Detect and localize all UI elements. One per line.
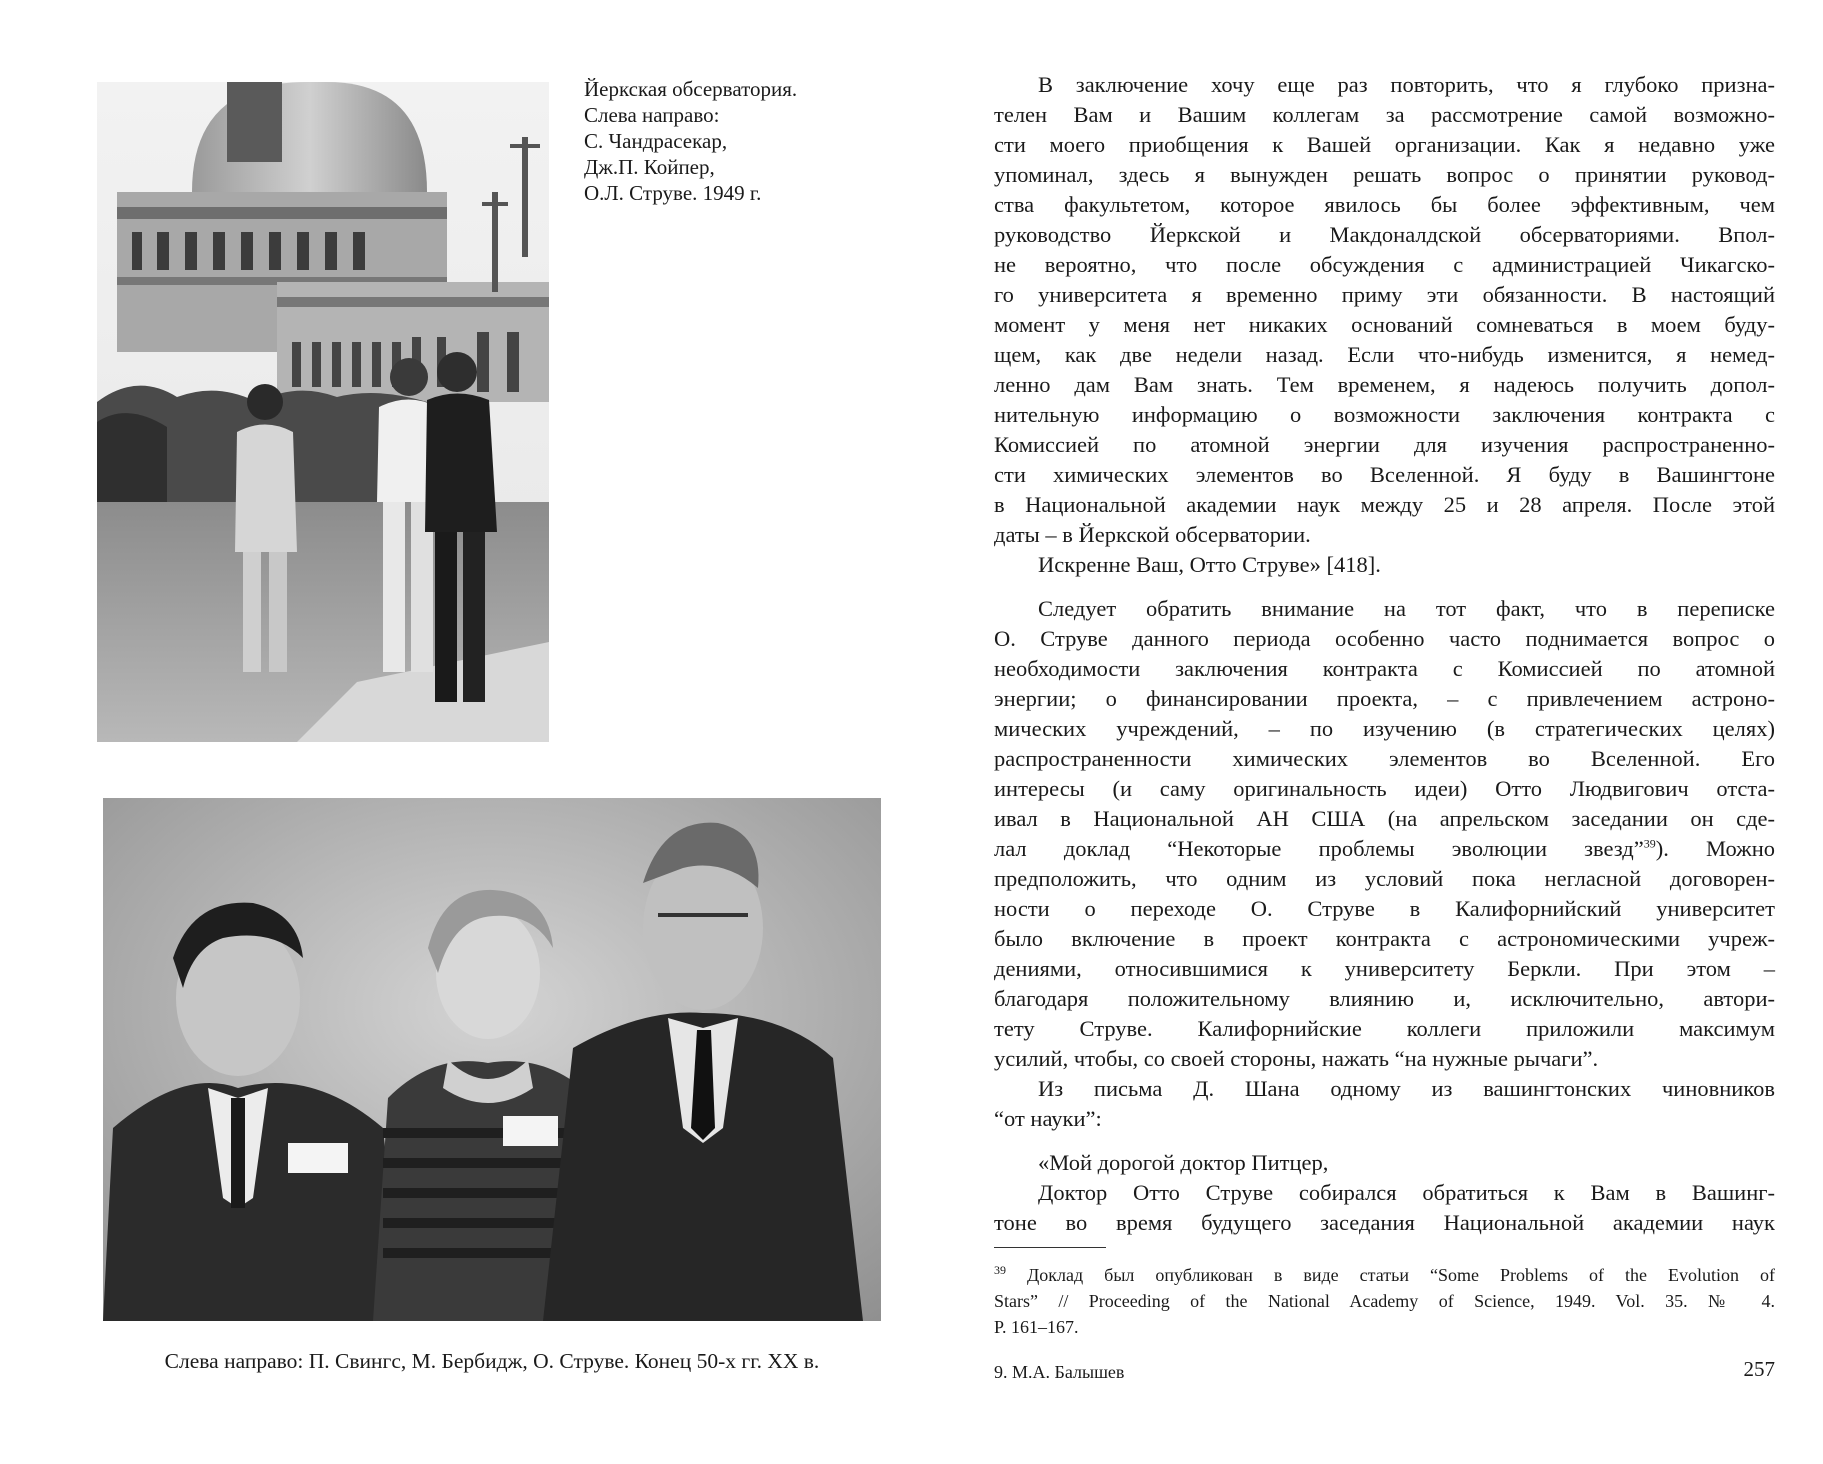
- photo-top-caption: [584, 76, 884, 206]
- left-page: [0, 0, 911, 1464]
- footnote-line: Stars” // Proceeding of the National Academy of Science, 1949. Vol. 35. № 4.: [994, 1291, 1775, 1311]
- photo-group-portrait: [103, 798, 881, 1321]
- photo-bottom-caption: Слева направо: П. Свингс, М. Бербидж, О. Струве. Конец 50-х гг. XX в.: [164, 1349, 820, 1373]
- text-line: даты – в Йеркской обсерватории.: [994, 522, 1311, 547]
- text-line: благодаря положительному влиянию и, исключительно, автори-: [994, 986, 1775, 1011]
- letter-salutation: «Мой дорогой доктор Питцер,: [1038, 1150, 1329, 1175]
- footnote: [994, 1262, 1775, 1340]
- footnote-number: 39: [994, 1263, 1006, 1277]
- text-fragment: Доклад был опубликован в виде статьи “Some Problems of the Evolution of: [1006, 1265, 1775, 1285]
- text-line: ленно дам Вам знать. Тем временем, я надеюсь получить допол-: [994, 372, 1775, 397]
- paragraph-letter: [994, 70, 1775, 550]
- text-line: мических учреждений, – по изучению (в стратегических целях): [994, 716, 1775, 741]
- footnote-line: P. 161–167.: [994, 1317, 1079, 1337]
- photo-yerkes-observatory: [97, 82, 549, 742]
- text-line: предположить, что одним из условий пока негласной договорен-: [994, 866, 1775, 891]
- letter-signature: Искренне Ваш, Отто Струве» [418].: [1038, 552, 1381, 577]
- text-line: дениями, относившимися к университету Беркли. При этом –: [994, 956, 1775, 981]
- text-line: тету Струве. Калифорнийские коллеги приложили максимум: [994, 1016, 1775, 1041]
- footnote-line: [994, 1262, 1775, 1288]
- text-line: ивал в Национальной АН США (на апрельском заседании он сде-: [994, 806, 1775, 831]
- text-line: сти химических элементов во Вселенной. Я буду в Вашингтоне: [994, 462, 1775, 487]
- text-line: го университета я временно приму эти обязанности. В настоящий: [994, 282, 1775, 307]
- text-line-with-footnote: [994, 834, 1775, 864]
- text-line: сти моего приобщения к Вашей организации. Как я недавно уже: [994, 132, 1775, 157]
- footer-signature: 9. М.А. Балышев: [994, 1362, 1125, 1382]
- text-line: ства факультетом, которое явилось бы более эффективным, чем: [994, 192, 1775, 217]
- text-line: Доктор Отто Струве собирался обратиться к Вам в Вашинг-: [1038, 1180, 1775, 1205]
- text-line: в Национальной академии наук между 25 и 28 апреля. После этой: [994, 492, 1775, 517]
- text-line: интересы (и саму оригинальность идеи) Отто Людвигович отста-: [994, 776, 1775, 801]
- page-number: 257: [1743, 1357, 1775, 1381]
- caption-line: Слева направо:: [584, 103, 720, 127]
- paragraph-quote-intro: [994, 1074, 1775, 1134]
- text-fragment: ). Можно: [1655, 836, 1775, 861]
- text-line: щем, как две недели назад. Если что-нибудь изменится, я немед-: [994, 342, 1775, 367]
- main-text: [994, 70, 1775, 1238]
- text-fragment: лал доклад “Некоторые проблемы эволюции звезд”: [994, 836, 1644, 861]
- observatory-photo-drawing: [97, 82, 549, 742]
- paragraph-letter-body: [994, 1178, 1775, 1238]
- text-line: энергии; о финансировании проекта, – с привлечением астроно-: [994, 686, 1775, 711]
- footnote-divider: [994, 1247, 1106, 1248]
- text-line: тоне во время будущего заседания Национальной академии наук: [994, 1210, 1775, 1235]
- text-line: не вероятно, что после обсуждения с администрацией Чикагско-: [994, 252, 1775, 277]
- caption-line: О.Л. Струве. 1949 г.: [584, 181, 762, 205]
- text-line: момент у меня нет никаких оснований сомневаться в моем буду-: [994, 312, 1775, 337]
- text-line: усилий, чтобы, со своей стороны, нажать “на нужные рычаги”.: [994, 1046, 1599, 1071]
- footnote-ref[interactable]: 39: [1643, 836, 1656, 851]
- text-line: упоминал, здесь я вынужден решать вопрос о принятии руковод-: [994, 162, 1775, 187]
- text-line: необходимости заключения контракта с Комиссией по атомной: [994, 656, 1775, 681]
- text-line: Комиссией по атомной энергии для изучения распространенно-: [994, 432, 1775, 457]
- paragraph-analysis: [994, 594, 1775, 1074]
- text-line: “от науки”:: [994, 1106, 1102, 1131]
- caption-line: С. Чандрасекар,: [584, 129, 728, 153]
- text-line: телен Вам и Вашим коллегам за рассмотрение самой возможно-: [994, 102, 1775, 127]
- caption-line: Дж.П. Койпер,: [584, 155, 715, 179]
- text-line: В заключение хочу еще раз повторить, что я глубоко призна-: [1038, 72, 1775, 97]
- text-line: О. Струве данного периода особенно часто поднимается вопрос о: [994, 626, 1775, 651]
- text-line: нительную информацию о возможности заключения контракта с: [994, 402, 1775, 427]
- text-line: распространенности химических элементов во Вселенной. Его: [994, 746, 1775, 771]
- caption-line: Йеркская обсерватория.: [584, 77, 798, 101]
- text-line: руководство Йеркской и Макдоналдской обсерваториями. Впол-: [994, 222, 1775, 247]
- group-portrait-drawing: [103, 798, 881, 1321]
- text-line: было включение в проект контракта с астрономическими учреж-: [994, 926, 1775, 951]
- text-line: ности о переходе О. Струве в Калифорнийский университет: [994, 896, 1775, 921]
- text-line: Следует обратить внимание на тот факт, что в переписке: [1038, 596, 1775, 621]
- text-line: Из письма Д. Шана одному из вашингтонских чиновников: [1038, 1076, 1775, 1101]
